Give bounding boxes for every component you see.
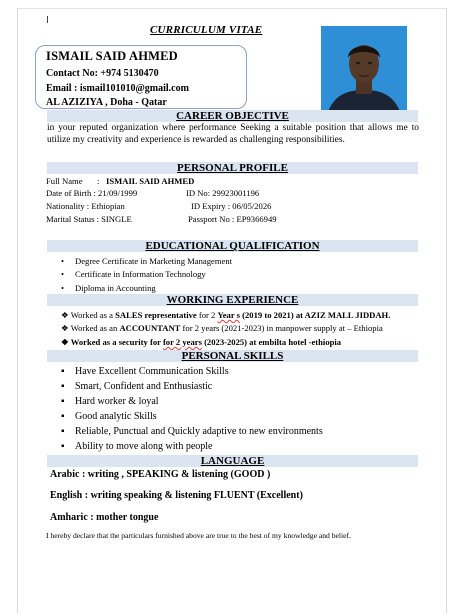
language-english: English : writing speaking & listening FLUENT (Excellent) <box>50 490 303 501</box>
diamond-bullet-icon: ❖ <box>61 323 69 333</box>
profile-marital: Marital Status : SINGLE <box>46 214 132 224</box>
language-arabic: Arabic : writing , SPEAKING & listening (GOOD ) <box>50 469 271 480</box>
diamond-bullet-icon: ❖ <box>61 337 69 347</box>
education-item: • Degree Certificate in Marketing Management <box>61 256 233 266</box>
skill-item: ▪ Smart, Confident and Enthusiastic <box>61 381 213 392</box>
document-title: CURRICULUM VITAE <box>150 24 263 36</box>
career-objective-text: in your reputed organization where performance Seeking a suitable position that allows me to utilize my creativity and experience is rewarded as challenging responsibilities. <box>47 123 419 145</box>
profile-photo <box>321 26 407 121</box>
profile-full-name-value: ISMAIL SAID AHMED <box>106 176 195 186</box>
section-personal-profile: PERSONAL PROFILE <box>47 162 418 174</box>
contact-address: AL AZIZIYA , Doha - Qatar <box>46 97 167 108</box>
section-personal-skills: PERSONAL SKILLS <box>47 350 418 362</box>
profile-passport: Passport No : EP9366949 <box>188 214 277 224</box>
skill-item: ▪ Reliable, Punctual and Quickly adaptive to new environments <box>61 426 323 437</box>
work-item: ❖ Worked as an ACCOUNTANT for 2 years (2021-2023) in manpower supply at – Ethiopia <box>61 323 383 333</box>
skill-item: ▪ Ability to move along with people <box>61 441 213 452</box>
section-language: LANGUAGE <box>47 455 418 467</box>
profile-dob: Date of Birth : 21/09/1999 <box>46 188 138 198</box>
section-work-experience: WORKING EXPERIENCE <box>47 294 418 306</box>
section-career-objective: CAREER OBJECTIVE <box>47 110 418 122</box>
diamond-bullet-icon: ❖ <box>61 310 69 320</box>
profile-full-name-sep: : <box>97 176 100 186</box>
education-item: • Diploma in Accounting <box>61 283 156 293</box>
candidate-name: ISMAIL SAID AHMED <box>46 49 178 63</box>
profile-full-name-label: Full Name <box>46 176 83 186</box>
work-item: ❖ Worked as a security for for 2 years (2023-2025) at embilta hotel -ethiopia <box>61 337 342 347</box>
language-amharic: Amharic : mother tongue <box>50 512 159 523</box>
profile-id-expiry: ID Expiry : 06/05/2026 <box>191 201 272 211</box>
profile-id-no: ID No: 29923001196 <box>186 188 260 198</box>
declaration-text: I hereby declare that the particulars furnished above are true to the best of my knowledge and belief. <box>46 531 351 540</box>
contact-phone: Contact No: +974 5130470 <box>46 68 159 79</box>
skill-item: ▪ Have Excellent Communication Skills <box>61 366 229 377</box>
work-item: ❖ Worked as a SALES representative for 2 Year s (2019 to 2021) at AZIZ MALL JIDDAH. <box>61 310 391 320</box>
contact-email: Email : ismail101010@gmail.com <box>46 83 189 94</box>
skill-item: ▪ Good analytic Skills <box>61 411 157 422</box>
cursor-mark <box>47 16 48 23</box>
education-item: • Certificate in Information Technology <box>61 269 206 279</box>
profile-nationality: Nationality : Ethiopian <box>46 201 125 211</box>
skill-item: ▪ Hard worker & loyal <box>61 396 159 407</box>
section-education: EDUCATIONAL QUALIFICATION <box>47 240 418 252</box>
